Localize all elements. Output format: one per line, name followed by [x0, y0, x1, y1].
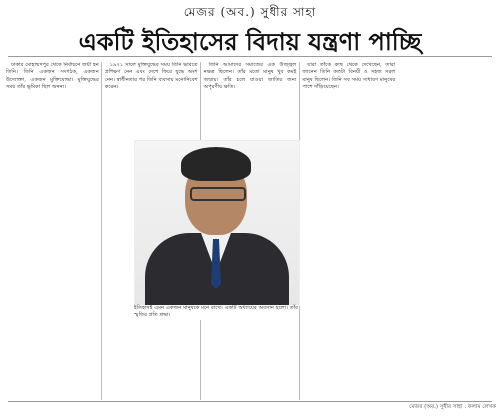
footer-rule [8, 401, 492, 402]
portrait-photo [134, 140, 300, 306]
article-paragraph: যারা তাঁকে কাছ থেকে দেখেছেন, তারা জানেন তিনি কতটা বিনয়ী ও সহজ সরল মানুষ ছিলেন। তিনি সব সময় সাধারণ মানুষের পাশে দাঁড়িয়েছেন। [302, 62, 396, 91]
author-footer: মেজর (অব.) সুধীর সাহা : কলাম লেখক [409, 404, 496, 410]
article-paragraph: ১৯৭১ সালে মুক্তিযুদ্ধের সময় তিনি ভারতে প্রশিক্ষণ নেন এবং দেশে ফিরে যুদ্ধে অংশ নেন। স্বাধীনতার পর তিনি ব্যবসায় মনোনিবেশ করেন। [104, 62, 198, 91]
article-paragraph: ঢাকার মোহাম্মদপুর থেকে নির্বাচনে জয়ী হন তিনি। তিনি একজন সংগঠক, একজন উদ্যোক্তা, একজন মুক্তিযোদ্ধা। মুক্তিযুদ্ধের সময় তাঁর ভূমিকা ছিল অনন্য। [6, 62, 99, 91]
article-headline: একটি ইতিহাসের বিদায় যন্ত্রণা পাচ্ছি [78, 28, 422, 56]
portrait-hair [181, 147, 251, 181]
portrait-glasses [190, 187, 246, 201]
headline-rule [8, 56, 492, 57]
photo-caption: ইতিহাসই এমন একজন মানুষকে মনে রাখে। একটি অধ্যায়ের অবসান হলো। তাঁর স্মৃতির প্রতি শ্রদ্ধা। [134, 305, 298, 319]
article-byline: মেজর (অব.) সুধীর সাহা [183, 5, 317, 19]
article-paragraph: তিনি আমাদের সমাজের এক উজ্জ্বল নক্ষত্র ছিলেন। তাঁর মতো মানুষ খুব কমই জন্মায়। তাঁর চলে যাওয়া জাতির জন্য অপূরণীয় ক্ষতি। [203, 62, 297, 91]
